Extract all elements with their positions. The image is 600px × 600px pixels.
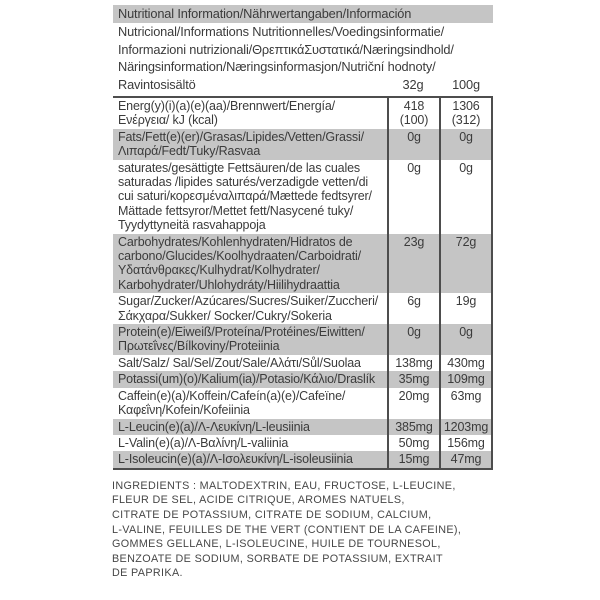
value-per-32g: 50mg <box>387 435 439 451</box>
value-per-100g: 156mg <box>439 435 493 451</box>
nutrition-row <box>113 293 493 324</box>
value-per-32g: 0g <box>387 324 439 355</box>
ingredients-line: L-VALINE, FEUILLES DE THE VERT (CONTIENT DE LA CAFEINE), <box>112 523 462 536</box>
nutrient-label: L-Isoleucin(e)(a)/​Λ-Ισολευκίνη/​L-isoleusiinia <box>118 452 353 467</box>
table-header <box>113 5 493 96</box>
nutrient-label: Protein(e)/​Eiweiß/​Proteína/​Protéines/​Eiwitten/​Πρωτεΐνες/​Bílkoviny/​Proteiinia <box>118 325 365 354</box>
table-header-last-line <box>113 76 493 96</box>
header-label-finnish: Ravintosisältö <box>118 77 196 93</box>
nutrient-label: L-Leucin(e)(a)/​Λ-Λευκίνη/​L-leusiinia <box>118 419 310 434</box>
header-title-line: Nutritional Information/​Nährwertangaben/​Información <box>113 5 493 23</box>
table-header-title <box>113 5 493 76</box>
nutrient-label: Salt/​Salz/​ Sal/​Sel/​Zout/​Sale/​Αλάτι/​Sůl/​Suolaa <box>118 355 361 370</box>
nutrient-label: Potassi(um)(o)/​Kalium(ia)/​Potasio/​Κάλιο/​Draslík <box>118 372 376 387</box>
value-per-32g: 0g <box>387 129 439 160</box>
ingredients-section <box>112 479 493 581</box>
value-per-100g: 109mg <box>439 371 493 387</box>
nutrition-row <box>113 419 493 435</box>
value-per-32g: 385mg <box>387 419 439 435</box>
nutrition-row <box>113 98 493 129</box>
nutrition-label-block <box>113 5 493 581</box>
value-per-32g: 0g <box>387 160 439 234</box>
ingredients-line: BENZOATE DE SODIUM, SORBATE DE POTASSIUM, EXTRAIT <box>112 552 443 565</box>
nutrition-row <box>113 324 493 355</box>
column-header-100g: 100g <box>452 77 480 93</box>
value-per-32g: 15mg <box>387 451 439 467</box>
nutrition-row <box>113 160 493 234</box>
header-title-line: Näringsinformation/​Næringsinformasjon/​Nutriční hodnoty/​ <box>118 59 436 75</box>
ingredients-line: GOMMES GELLANE, L-ISOLEUCINE, HUILE DE TOURNESOL, <box>112 538 441 551</box>
nutrient-label: L-Valin(e)(a)/​Λ-Βαλίνη/​L-valiinia <box>118 435 289 450</box>
nutrition-row <box>113 129 493 160</box>
nutrient-label: Energ(y)(i)(a)(e)(aa)/​Brennwert/​Energía/​Ενέργεια/​ kJ (kcal) <box>118 98 335 128</box>
value-per-32g: 418 (100) <box>387 98 439 129</box>
nutrition-table-body <box>113 96 493 470</box>
value-per-32g: 20mg <box>387 388 439 419</box>
nutrition-row <box>113 234 493 294</box>
ingredients-line: DE PAPRIKA. <box>112 567 183 580</box>
value-per-32g: 138mg <box>387 355 439 371</box>
value-per-100g: 0g <box>439 129 493 160</box>
value-per-100g: 1306 (312) <box>439 98 493 129</box>
header-title-line: Nutricional/​Informations Nutritionnelles/​Voedingsinformatie/​ <box>118 23 445 39</box>
value-per-32g: 23g <box>387 234 439 294</box>
header-title-line: Informazioni nutrizionali/​ΘρεπτικάΣυστατικά/​Næringsindhold/​ <box>118 41 454 57</box>
nutrient-label: Caffein(e)(a)/​Koffein/​Cafeín(a)(e)/​Cafeïne/​Καφεΐνη/​Kofein/​Kofeiinia <box>118 388 346 418</box>
value-per-100g: 0g <box>439 324 493 355</box>
value-per-100g: 19g <box>439 293 493 324</box>
nutrition-row <box>113 451 493 467</box>
nutrition-row <box>113 388 493 419</box>
nutrition-row <box>113 435 493 451</box>
value-per-100g: 0g <box>439 160 493 234</box>
value-per-32g: 35mg <box>387 371 439 387</box>
nutrition-row <box>113 355 493 371</box>
ingredients-line: FLEUR DE SEL, ACIDE CITRIQUE, AROMES NATUELS, <box>112 494 405 507</box>
column-header-32g: 32g <box>402 77 424 93</box>
value-per-100g: 72g <box>439 234 493 294</box>
value-per-100g: 1203mg <box>439 419 493 435</box>
value-per-100g: 430mg <box>439 355 493 371</box>
value-per-100g: 47mg <box>439 451 493 467</box>
value-per-32g: 6g <box>387 293 439 324</box>
ingredients-line: CITRATE DE POTASSIUM, CITRATE DE SODIUM, CALCIUM, <box>112 508 432 521</box>
value-per-100g: 63mg <box>439 388 493 419</box>
nutrition-row <box>113 371 493 387</box>
nutrient-label: saturates/​gesättigte Fettsäuren/​de las cuales saturadas /​lipides saturés/​verzadigde vetten/​di cui saturi/​κορεσμέναλιπαρά/​Mættede fedtsyrer/​Mättade fettsyror/​Mettet fett/​Nasycené tuky/​Tyydyttyneitä rasvahappoja <box>118 160 372 233</box>
ingredients-line: INGREDIENTS : MALTODEXTRIN, EAU, FRUCTOSE, L-LEUCINE, <box>112 479 456 492</box>
nutrient-label: Carbohydrates/​Kohlenhydraten/​Hidratos de carbono/​Glucides/​Koolhydraaten/​Carboidrati/​Υδατάνθρακες/​Kulhydrat/​Kolhydrater/​Karbohydrater/​Uhlohydráty/​Hiilihydraattia <box>118 234 362 292</box>
nutrient-label: Fats/​Fett(e)(er)/​Grasas/​Lipides/​Vetten/​Grassi/​Λιπαρά/​Fedt/​Tuky/​Rasvaa <box>118 129 364 159</box>
nutrient-label: Sugar/​Zucker/​Azúcares/​Sucres/​Suiker/​Zuccheri/​Σάκχαρα/​Sukker/​ Socker/​Cukry/​Sokeria <box>118 294 379 323</box>
